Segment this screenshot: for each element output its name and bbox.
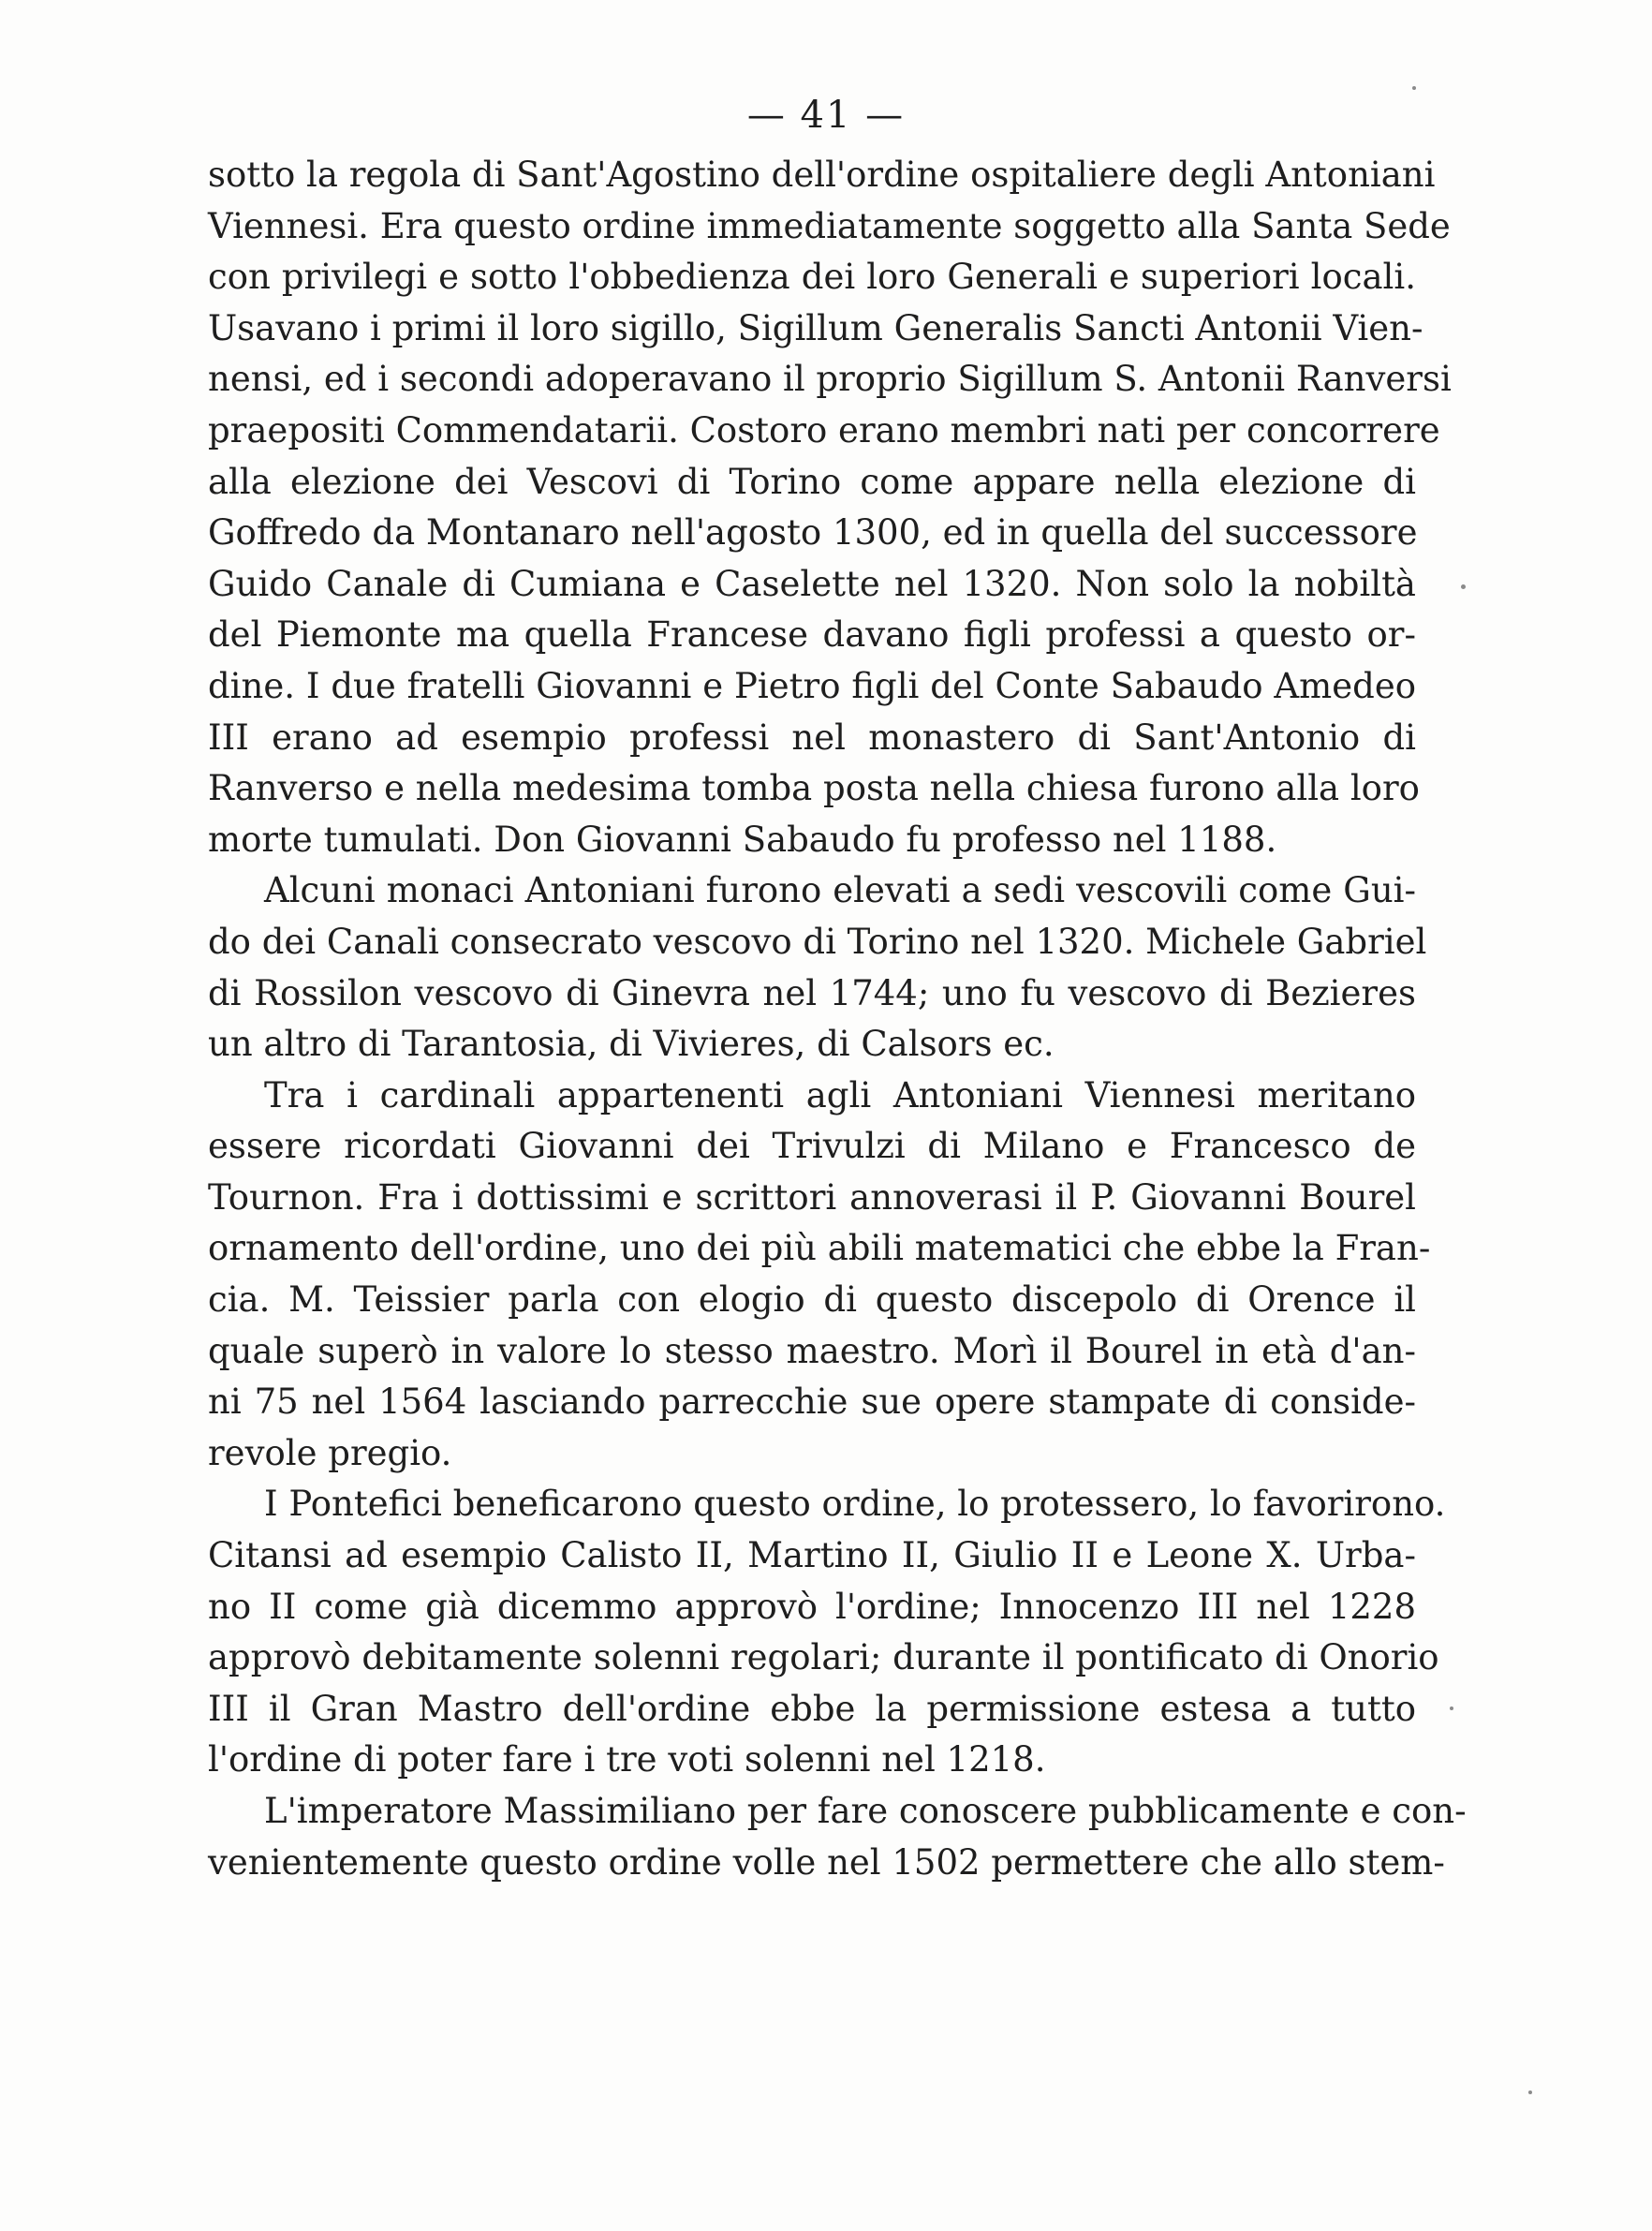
text-line: L'imperatore Massimiliano per fare conoscere pubblicamente e con- — [264, 1791, 1467, 1831]
text-line: III erano ad esempio professi nel monastero di Sant'Antonio di — [208, 717, 1416, 758]
text-line: Guido Canale di Cumiana e Caselette nel 1320. Non solo la nobiltà — [208, 563, 1416, 604]
paragraph-2 — [208, 865, 1427, 1070]
text-line: no II come già dicemmo approvò l'ordine; Innocenzo III nel 1228 — [208, 1586, 1416, 1627]
text-line: Tournon. Fra i dottissimi e scrittori annoverasi il P. Giovanni Bourel — [208, 1176, 1416, 1218]
text-line: quale superò in valore lo stesso maestro. Morì il Bourel in età d'an- — [208, 1330, 1416, 1371]
text-line: cia. M. Teissier parla con elogio di questo discepolo di Orence il — [208, 1279, 1416, 1321]
text-line: Citansi ad esempio Calisto II, Martino II, Giulio II e Leone X. Urba- — [208, 1535, 1416, 1576]
text-line: Viennesi. Era questo ordine immediatamente soggetto alla Santa Sede — [208, 205, 1451, 246]
text-line: III il Gran Mastro dell'ordine ebbe la permissione estesa a tutto — [208, 1688, 1416, 1729]
text-line: ornamento dell'ordine, uno dei più abili matematici che ebbe la Fran- — [208, 1228, 1431, 1269]
text-line: praepositi Commendatarii. Costoro erano membri nati per concorrere — [208, 409, 1440, 451]
paragraph-3 — [208, 1071, 1431, 1480]
text-line: revole pregio. — [208, 1432, 452, 1473]
text-line: Tra i cardinali appartenenti agli Antoniani Viennesi meritano — [264, 1074, 1416, 1116]
text-line: do dei Canali consecrato vescovo di Torino nel 1320. Michele Gabriel — [208, 921, 1427, 962]
text-line: Usavano i primi il loro sigillo, Sigillum Generalis Sancti Antonii Vien- — [208, 307, 1423, 348]
paragraph-5 — [208, 1786, 1467, 1888]
body-text — [208, 150, 1467, 1888]
text-line: venientemente questo ordine volle nel 1502 permettere che allo stem- — [208, 1841, 1445, 1883]
text-line: dine. I due fratelli Giovanni e Pietro figli del Conte Sabaudo Amedeo — [208, 665, 1416, 706]
text-line: Alcuni monaci Antoniani furono elevati a sedi vescovili come Gui- — [264, 870, 1416, 911]
text-line: morte tumulati. Don Giovanni Sabaudo fu professo nel 1188. — [208, 819, 1277, 860]
text-line: un altro di Tarantosia, di Vivieres, di Calsors ec. — [208, 1024, 1055, 1065]
paper-speck — [1528, 2091, 1532, 2094]
text-line: essere ricordati Giovanni dei Trivulzi di Milano e Francesco de — [208, 1126, 1416, 1167]
text-line: approvò debitamente solenni regolari; durante il pontificato di Onorio — [208, 1637, 1439, 1678]
paper-speck — [1461, 584, 1466, 589]
paragraph-4 — [208, 1479, 1446, 1786]
text-line: Goffredo da Montanaro nell'agosto 1300, ed in quella del successore — [208, 512, 1418, 554]
text-line: Ranverso e nella medesima tomba posta nella chiesa furono alla loro — [208, 768, 1420, 809]
text-line: I Pontefici beneficarono questo ordine, lo protessero, lo favorirono. — [264, 1484, 1446, 1525]
page-number: — 41 — — [746, 94, 906, 137]
text-line: alla elezione dei Vescovi di Torino come appare nella elezione di — [208, 461, 1416, 502]
text-line: ni 75 nel 1564 lasciando parrecchie sue opere stampate di conside- — [208, 1381, 1416, 1423]
text-line: con privilegi e sotto l'obbedienza dei loro Generali e superiori locali. — [208, 257, 1416, 298]
paper-speck — [1450, 1706, 1453, 1710]
text-line: nensi, ed i secondi adoperavano il proprio Sigillum S. Antonii Ranversi — [208, 359, 1452, 400]
paragraph-1 — [208, 150, 1452, 865]
text-line: l'ordine di poter fare i tre voti solenni nel 1218. — [208, 1739, 1046, 1780]
text-line: del Piemonte ma quella Francese davano figli professi a questo or- — [208, 614, 1416, 656]
text-line: sotto la regola di Sant'Agostino dell'ordine ospitaliere degli Antoniani — [208, 155, 1436, 195]
text-line: di Rossilon vescovo di Ginevra nel 1744; uno fu vescovo di Bezieres — [208, 972, 1416, 1013]
paper-speck — [1412, 86, 1416, 90]
